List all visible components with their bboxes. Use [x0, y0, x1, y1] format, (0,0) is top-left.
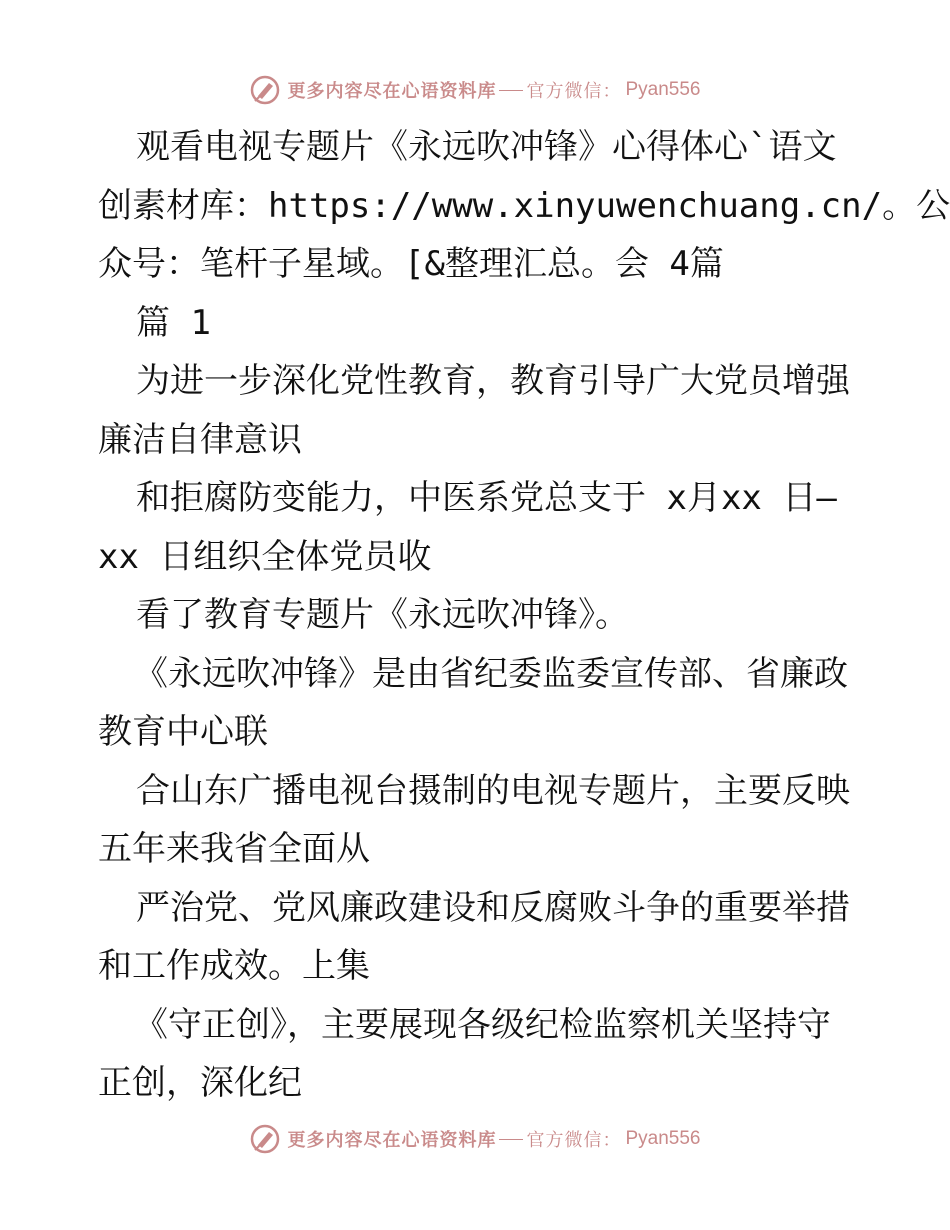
text-line: 教育中心联 — [98, 712, 268, 752]
wechat-id: Pyan556 — [625, 79, 701, 100]
brand-logo-icon — [249, 74, 281, 106]
text-line: xx 日组织全体党员收 — [98, 536, 432, 577]
text-line: 严治党、党风廉政建设和反腐败斗争的重要举措 — [136, 887, 850, 928]
official-wechat-label: 官方微信： — [526, 1130, 622, 1151]
wechat-id: Pyan556 — [625, 1128, 701, 1149]
text-line: 创素材库：https://www.xinyuwenchuang.cn/。公 — [98, 185, 950, 226]
banner-dash — [499, 90, 523, 91]
text-line: 合山东广播电视台摄制的电视专题片，主要反映 — [136, 770, 850, 811]
document-body — [98, 118, 950, 1113]
banner-dash — [499, 1139, 523, 1140]
text-line: 廉洁自律意识 — [98, 419, 302, 460]
text-line: 和拒腐防变能力，中医系党总支于 x月xx 日— — [136, 478, 837, 518]
text-line: 为进一步深化党性教育，教育引导广大党员增强 — [136, 361, 850, 401]
text-line: 五年来我省全面从 — [98, 829, 370, 869]
brand-text: 更多内容尽在心语资料库 — [287, 1130, 497, 1151]
text-line: 正创，深化纪 — [98, 1063, 302, 1103]
header-watermark-banner — [0, 72, 950, 108]
section-heading: 篇 1 — [136, 302, 211, 343]
brand-logo-icon — [249, 1123, 281, 1155]
text-line: 看了教育专题片《永远吹冲锋》。 — [136, 595, 629, 635]
official-wechat-label: 官方微信： — [526, 81, 622, 102]
text-line: 观看电视专题片《永远吹冲锋》心得体心`语文 — [136, 127, 837, 167]
brand-text: 更多内容尽在心语资料库 — [287, 81, 497, 102]
footer-watermark-banner — [0, 1121, 950, 1157]
text-line: 和工作成效。上集 — [98, 946, 370, 986]
text-line: 《永远吹冲锋》是由省纪委监委宣传部、省廉政 — [134, 653, 848, 694]
text-line: 众号：笔杆子星域。[&整理汇总。会 4篇 — [98, 244, 724, 284]
text-line: 《守正创》，主要展现各级纪检监察机关坚持守 — [134, 1004, 831, 1045]
